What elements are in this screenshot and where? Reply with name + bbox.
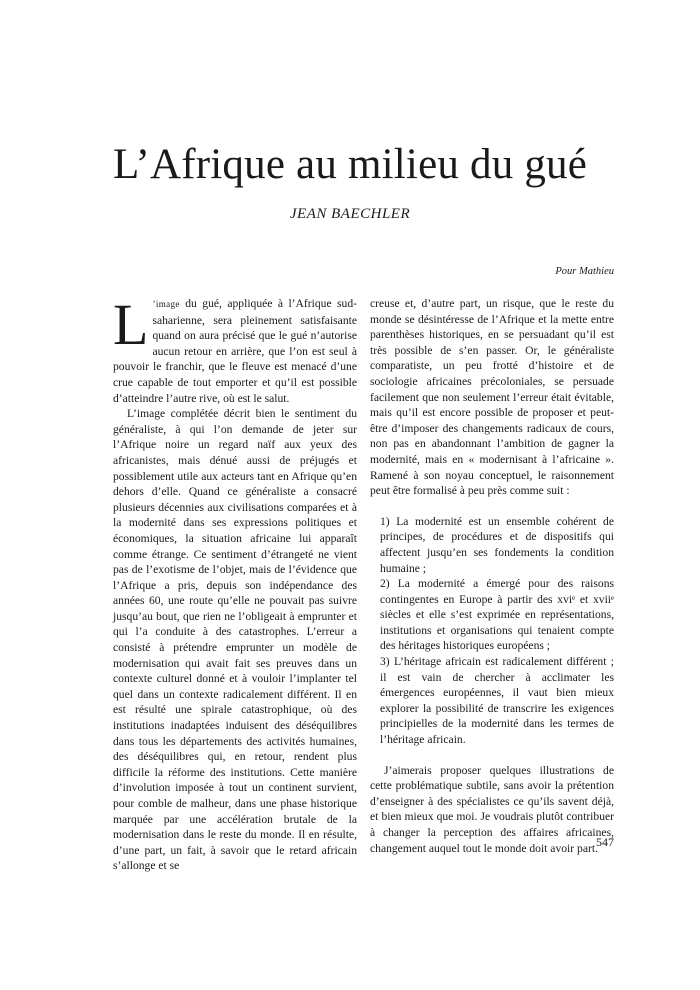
dedication: Pour Mathieu <box>555 266 614 277</box>
body-paragraph-continued: creuse et, d’autre part, un risque, que le reste du monde se désintéresse de l’Afrique et la mette entre parenthèses historiques, en se persuadant qu’il est très possible de s’en passer. Or, le généraliste comparatiste, un peu frotté d’histoire et de sociologie africaines précoloniales, se persuade facilement que non seulement l’erreur était évitable, mais qu’il est encore possible de proposer et peut-être d’imposer des changements radicaux de cours, non pas en abandonnant l’ambition de gagner la modernité, mais en « modernisant à l’africaine ». Ramené à son noyau conceptuel, le raisonnement peut être formalisé à peu près comme suit : <box>370 297 614 498</box>
list-item: 2) La modernité a émergé pour des raisons contingentes en Europe à partir des xviᵉ et xviiᵉ siècles et elle s’est exprimée en représentations, institutions et organisations qui tenaient compte des héritages historiques européens ; <box>380 577 614 653</box>
left-column <box>113 292 357 874</box>
article-title: L’Afrique au milieu du gué <box>112 141 588 188</box>
drop-cap: L <box>113 292 149 357</box>
opening-paragraph-text: du gué, appliquée à l’Afrique sud-saharienne, sera pleinement satisfaisante quand on aura précisé que le gué n’autorise aucun retour en arrière, que l’on est seul à pouvoir le franchir, que le fleuve est menacé d’une crue capable de tout emporter et qu’il est possible d’atteindre l’autre rive, où est le salut. <box>113 297 357 405</box>
opening-paragraph <box>113 292 357 406</box>
small-caps-lead: ’image <box>152 299 180 309</box>
author-name: JEAN BAECHLER <box>289 206 411 222</box>
list-item: 3) L’héritage africain est radicalement différent ; il est vain de chercher à acclimater les émergences européennes, il vaut bien mieux explorer la possibilité de transcrire les exigences principielles de la modernité dans les termes de l’héritage africain. <box>380 655 614 747</box>
page-number: 547 <box>596 835 614 849</box>
right-column <box>370 296 614 856</box>
closing-paragraph: J’aimerais proposer quelques illustrations de cette problématique subtile, sans avoir la prétention d’enseigner à des spécialistes ce qu’ils savent déjà, et bien mieux que moi. Je voudrais plutôt contribuer à changer la perception des affaires africaines, changement auquel tout le monde doit avoir part. <box>370 763 614 855</box>
list-item: 1) La modernité est un ensemble cohérent de principes, de procédures et de dispositifs qui affectent jusqu’en ses fondements la condition humaine ; <box>380 514 614 575</box>
body-paragraph: L’image complétée décrit bien le sentiment du généraliste, à qui l’on demande de jeter sur l’Afrique noire un regard naïf aux yeux des africanistes, mais dénué aussi de préjugés et possiblement utile aux acteurs tant en Afrique qu’en dehors d’elle. Quand ce généraliste a consacré plusieurs décennies aux civilisations comparées et à la modernité dans ses expressions politiques et économiques, la situation africaine lui apparaît comme étrange. Ce sentiment d’étrangeté ne vient pas de l’exotisme de l’objet, mais de l’évidence que l’Afrique a pris, depuis son indépendance des années 60, une route qu’elle ne pouvait pas suivre jusqu’au bout, que rien ne l’obligeait à emprunter et qui l’a conduite à des catastrophes. L’erreur a consisté à prétendre emprunter un modèle de modernisation qui avait fait ses preuves dans un contexte culturel donné et à vouloir l’implanter tel quel dans un contexte radicalement différent. Il en est résulté une spirale catastrophique, où des institutions inadaptées induisent des déséquilibres dans tous les départements des activités humaines, des déséquilibres qui, en retour, rendent plus difficile la réforme des institutions. Cette manière d’involution imposée à tout un continent survient, pour comble de malheur, dans une phase historique marquée par une accélération brutale de la modernisation dans le reste du monde. Il en résulte, d’une part, un fait, à savoir que le retard africain s’allonge et se <box>113 407 357 873</box>
